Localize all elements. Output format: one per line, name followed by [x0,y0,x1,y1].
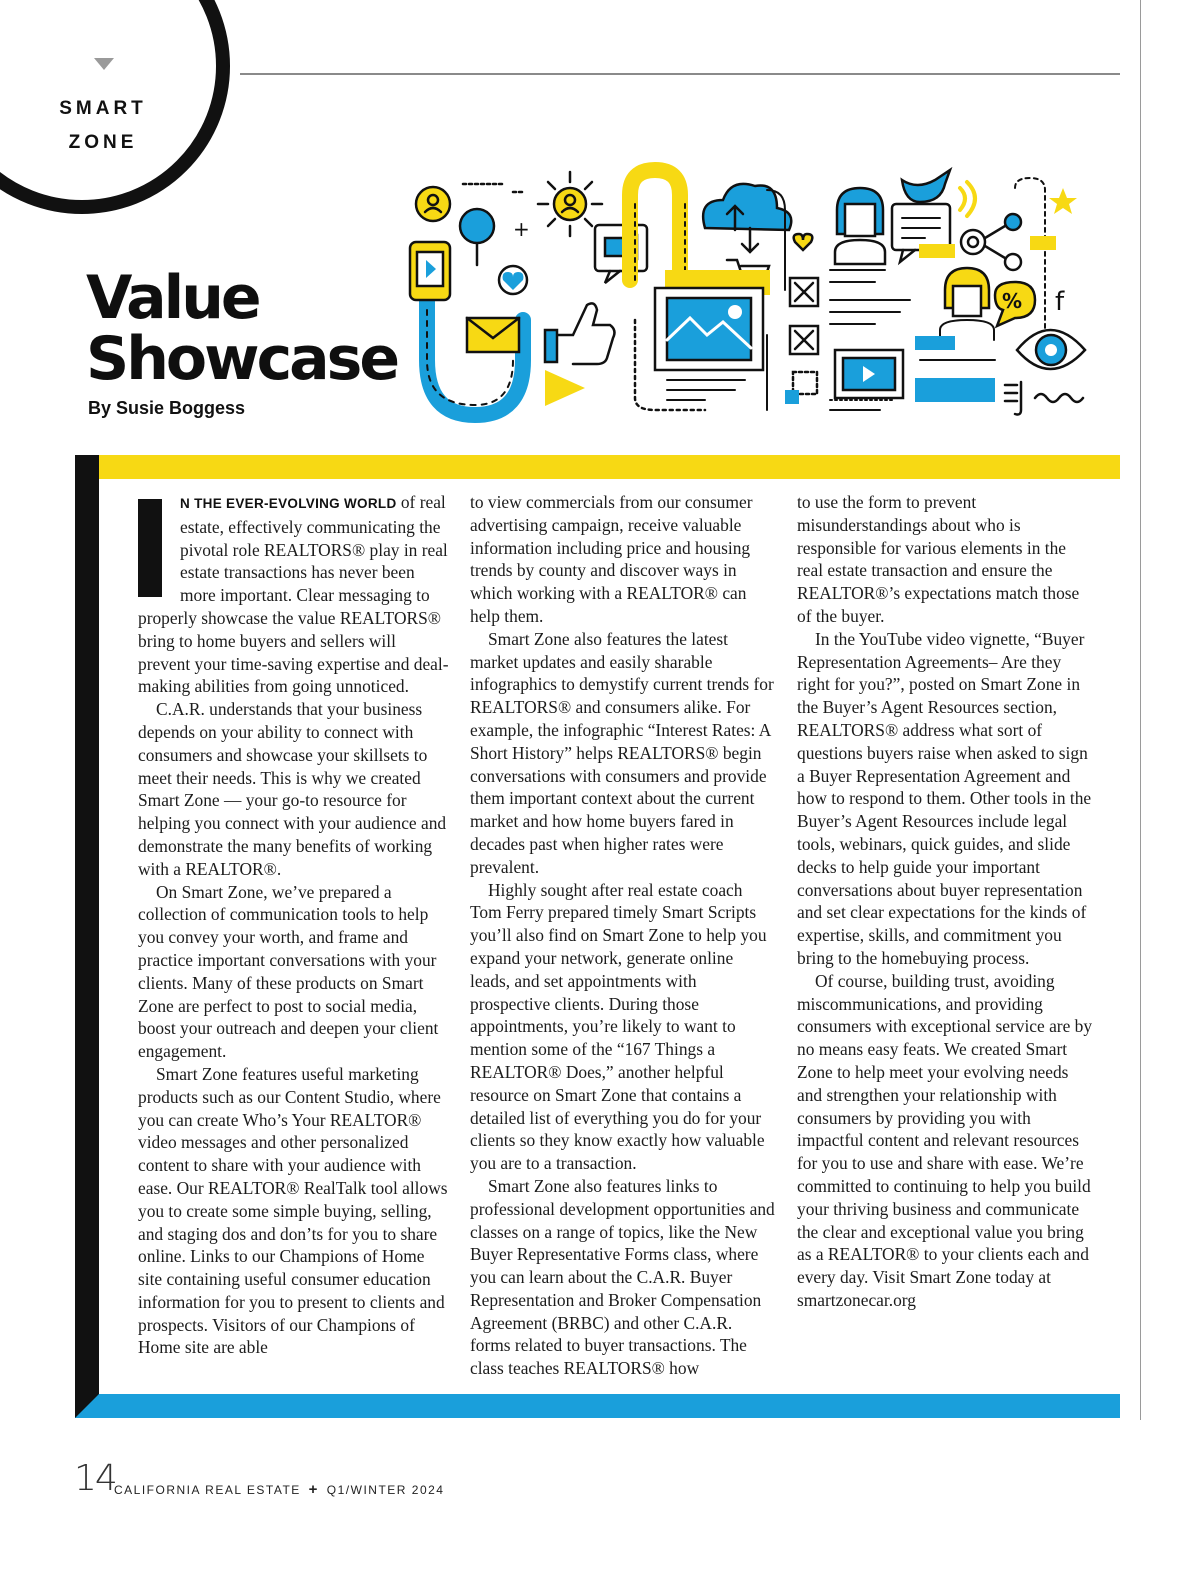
article-column-3 [797,491,1093,1312]
music-note-icon [1005,382,1021,415]
byline: By Susie Boggess [88,398,246,418]
yellow-accent-bar [75,455,1120,479]
article-paragraph: to view commercials from our consumer advertising campaign, receive valuable information including price and housing trends by county and discover ways in which working with a REALTOR® can help them. [470,492,753,626]
percent-text: % [1002,289,1023,313]
play-triangle-icon [545,370,585,406]
magnifier-icon [460,209,494,243]
drop-cap [138,499,162,597]
article-paragraph: On Smart Zone, we’ve prepared a collection of communication tools to help you convey your worth, and frame and practice important conversations with your clients. Many of these products on Smart Zone are perfect to post to social media, boost your outreach and deepen your client engagement. [138,881,439,1062]
publication-footer [114,1481,444,1498]
article-paragraph: Smart Zone also features the latest market updates and easily sharable infographics to demystify current trends for REALTORS® and consumers alike. For example, the infographic “Interest Rates: A Short History” helps REALTORS® begin conversations with consumers and provide them important context about the current market and how home buyers fared in decades past when higher rates were prevalent. [470,628,774,877]
cloud-upload-icon [703,184,791,230]
plus-separator: + [308,1481,319,1498]
headline-line2: Showcase [86,324,398,394]
section-label-line1: SMART [59,98,147,119]
marketing-icons-illustration [405,160,1095,425]
section-label [58,92,148,160]
wave-icon [1035,394,1083,402]
thumbs-up-icon [555,303,614,364]
article-paragraph: Smart Zone features useful marketing products such as our Content Studio, where you can create Who’s Your REALTOR® video messages and other personalized content to share with your audience with ease. Our REALTOR® RealTalk tool allows you to create some simple buying, selling, and staging dos and don’ts for you to share online. Links to our Champions of Home site containing useful consumer education information for you to present to clients and prospects. Visitors of our Champions of Home site are able [138,1063,448,1358]
publication-name: CALIFORNIA REAL ESTATE [114,1483,301,1497]
article-paragraph: Smart Zone also features links to professional development opportunities and classes on a range of topics, like the New Buyer Representative Forms class, where you can learn about the C.A.R. Buyer Representation and Broker Compensation Agreement (BRBC) and other C.A.R. forms related to buyer transactions. The class teaches REALTORS® how [470,1175,775,1379]
article-paragraph: C.A.R. understands that your business depends on your ability to connect with consumers and showcase your skillsets to meet their needs. This is why we created Smart Zone — your go-to resource for helping you connect with your audience and demonstrate the many benefits of working with a REALTOR®. [138,699,447,879]
headline-line1: Value [86,263,259,333]
top-divider [240,73,1120,75]
paragraph-text: of real estate, effectively communicating the pivotal role REALTORS® play in real estate transactions has never been more important. Clear messaging to properly showcase the value REALTORS® bring to home buyers and sellers will prevent your time-saving expertise and deal-making abilities from going unnoticed. [138,492,449,697]
blue-accent-bar [75,1394,1120,1418]
facebook-icon: f [1055,287,1065,317]
bird-icon [902,170,950,202]
article-paragraph: to use the form to prevent misunderstandings about who is responsible for various elements in the real estate transaction and ensure the REALTOR®’s expectations match those of the buyer. [797,492,1080,626]
page-edge-rule [1140,0,1141,1420]
section-label-line2: ZONE [68,132,138,153]
black-side-bar [75,455,99,1418]
article-column-2 [470,491,776,1380]
article-headline [86,263,398,394]
share-icon [961,230,985,254]
article-paragraph: Of course, building trust, avoiding miscommunications, and providing consumers with exceptional service are by no means easy feats. We created Smart Zone to help meet your evolving needs and strengthen your relationship with consumers by providing you with impactful content and relevant resources for you to use and share with ease. We’re committed to continuing to help you build your thriving business and communicate the clear and exceptional value you bring as a REALTOR® to your clients each and every day. Visit Smart Zone today at smartzonecar.org [797,970,1093,1310]
article-paragraph: Highly sought after real estate coach Tom Ferry prepared timely Smart Scripts you’ll also find on Smart Zone to help you expand your network, generate online leads, and set appointments with prospective clients. During those appointments, you’re likely to want to mention some of the “167 Things a REALTOR® Does,” another helpful resource on Smart Zone that contains a detailed list of everything you do for your clients so they know exactly how valuable you are to a transaction. [470,879,767,1174]
svg-text:+: + [513,217,530,241]
issue-label: Q1/WINTER 2024 [326,1483,445,1497]
article-paragraph: In the YouTube video vignette, “Buyer Representation Agreements– Are they right for you?”, posted on Smart Zone in the Buyer’s Agent Resources section, REALTORS® address what sort of questions buyers raise when asked to sign a Buyer Representation Agreement and how to respond to them. Other tools in the Buyer’s Agent Resources include legal tools, webinars, quick guides, and slide decks to help guide your important conversations about buyer representation and set clear expectations for the kinds of expertise, skills, and commitment you bring to the homebuying process. [797,628,1092,968]
lead-in: N THE EVER-EVOLVING WORLD [180,496,397,511]
page-number: 14 [74,1458,116,1499]
yellow-arch-pipe [630,170,680,280]
triangle-down-icon [94,58,114,70]
article-column-1 [138,491,450,1359]
article-paragraph [138,491,450,698]
